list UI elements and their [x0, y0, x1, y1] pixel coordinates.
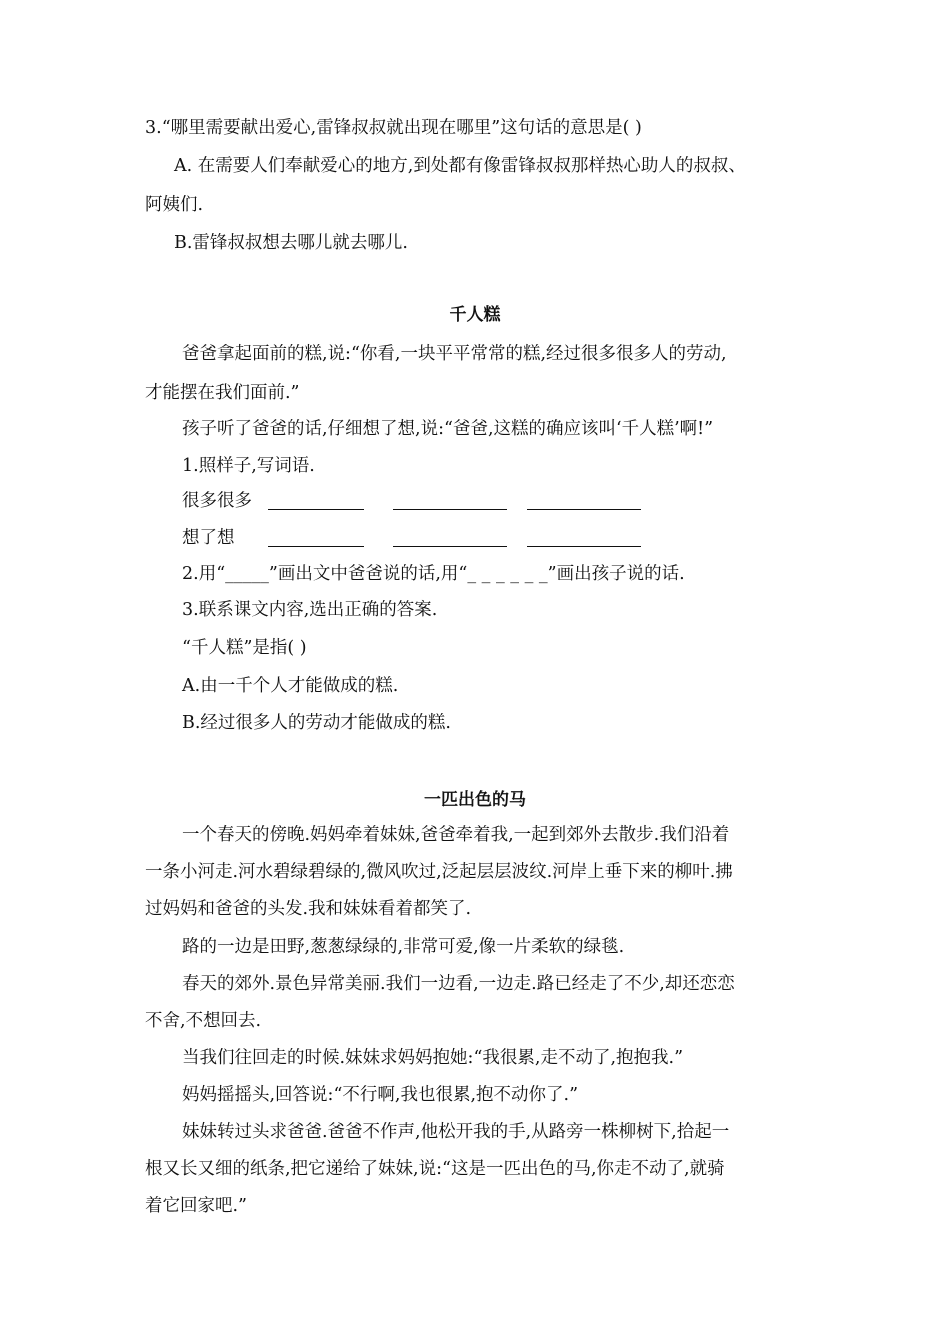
option-b: B.经过很多人的劳动才能做成的糕. — [182, 713, 451, 733]
answer-blank[interactable] — [527, 509, 641, 510]
exercise-2: 2.用“_____”画出文中爸爸说的话,用“_ _ _ _ _ _”画出孩子说的话. — [182, 564, 685, 584]
option-a-line-2: 阿姨们. — [145, 195, 204, 215]
paragraph-2: 孩子听了爸爸的话,仔细想了想,说:“爸爸,这糕的确应该叫‘千人糕’啊!” — [182, 419, 714, 439]
option-a: A.由一千个人才能做成的糕. — [182, 676, 399, 696]
paragraph-1-line-2: 一条小河走.河水碧绿碧绿的,微风吹过,泛起层层波纹.河岸上垂下来的柳叶.拂 — [145, 862, 733, 882]
paragraph-3-line-2: 不舍,不想回去. — [145, 1011, 262, 1031]
section-title-qianrengao: 千人糕 — [449, 305, 501, 325]
paragraph-1-line-1: 爸爸拿起面前的糕,说:“你看,一块平平常常的糕,经过很多很多人的劳动, — [182, 344, 727, 364]
exercise-3: 3.联系课文内容,选出正确的答案. — [182, 600, 438, 620]
paragraph-2: 路的一边是田野,葱葱绿绿的,非常可爱,像一片柔软的绿毯. — [182, 937, 625, 957]
exercise-3-stem: “千人糕”是指( ) — [182, 638, 307, 658]
answer-blank[interactable] — [393, 546, 507, 547]
paragraph-1-line-3: 过妈妈和爸爸的头发.我和妹妹看着都笑了. — [145, 899, 472, 919]
example-word-1: 很多很多 — [182, 491, 252, 511]
paragraph-6-line-1: 妹妹转过头求爸爸.爸爸不作声,他松开我的手,从路旁一株柳树下,拾起一 — [182, 1122, 730, 1142]
answer-blank[interactable] — [527, 546, 641, 547]
paragraph-1-line-1: 一个春天的傍晚.妈妈牵着妹妹,爸爸牵着我,一起到郊外去散步.我们沿着 — [182, 825, 730, 845]
exercise-1: 1.照样子,写词语. — [182, 456, 315, 476]
option-a-line-1: A. 在需要人们奉献爱心的地方,到处都有像雷锋叔叔那样热心助人的叔叔、 — [174, 156, 746, 176]
paragraph-4: 当我们往回走的时候.妹妹求妈妈抱她:“我很累,走不动了,抱抱我.” — [182, 1048, 684, 1068]
example-word-2: 想了想 — [182, 528, 235, 548]
question-3: 3.“哪里需要献出爱心,雷锋叔叔就出现在哪里”这句话的意思是( ) — [145, 118, 642, 138]
answer-blank[interactable] — [393, 509, 507, 510]
answer-blank[interactable] — [268, 509, 364, 510]
option-b: B.雷锋叔叔想去哪儿就去哪儿. — [174, 233, 408, 253]
section-title-yipichusedema: 一匹出色的马 — [424, 790, 526, 810]
paragraph-5: 妈妈摇摇头,回答说:“不行啊,我也很累,抱不动你了.” — [182, 1085, 579, 1105]
paragraph-6-line-3: 着它回家吧.” — [145, 1196, 248, 1216]
answer-blank[interactable] — [268, 546, 364, 547]
paragraph-1-line-2: 才能摆在我们面前.” — [145, 383, 300, 403]
paragraph-3-line-1: 春天的郊外.景色异常美丽.我们一边看,一边走.路已经走了不少,却还恋恋 — [182, 974, 735, 994]
paragraph-6-line-2: 根又长又细的纸条,把它递给了妹妹,说:“这是一匹出色的马,你走不动了,就骑 — [145, 1159, 725, 1179]
